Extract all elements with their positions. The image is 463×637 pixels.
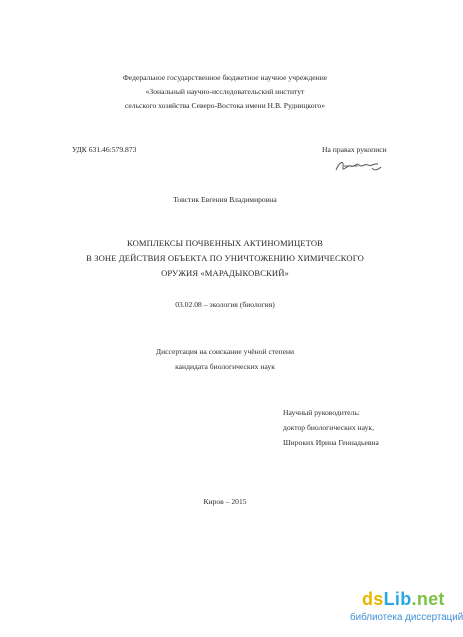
- watermark-subtitle: библиотека диссертаций: [350, 612, 463, 623]
- supervisor-title: доктор биологических наук,: [283, 423, 374, 432]
- degree-line-1: Диссертация на соискание учёной степени: [155, 347, 295, 356]
- manuscript-rights: На правах рукописи: [322, 145, 387, 154]
- institution-line-1: Федеральное государственное бюджетное научное учреждение: [122, 73, 328, 82]
- logo-text: dsLib.net: [362, 589, 445, 609]
- supervisor-label: Научный руководитель:: [283, 408, 360, 417]
- institution-line-2: «Зональный научно-исследовательский институт: [145, 87, 305, 96]
- supervisor-name: Широких Ирина Геннадьевна: [283, 438, 379, 447]
- title-line-2: В ЗОНЕ ДЕЙСТВИЯ ОБЪЕКТА ПО УНИЧТОЖЕНИЮ ХИМИЧЕСКОГО: [86, 253, 364, 263]
- title-line-1: КОМПЛЕКСЫ ПОЧВЕННЫХ АКТИНОМИЦЕТОВ: [126, 238, 324, 248]
- institution-line-3: сельского хозяйства Северо-Востока имени Н.В. Рудницкого»: [124, 101, 326, 110]
- specialty: 03.02.08 – экология (биология): [175, 300, 275, 309]
- watermark-logo[interactable]: [346, 588, 463, 632]
- signature: [334, 155, 384, 177]
- udk-code: УДК 631.46:579.873: [72, 145, 137, 154]
- author-name: Товстик Евгения Владимировна: [173, 195, 277, 204]
- degree-line-2: кандидата биологических наук: [175, 362, 275, 371]
- place-year: Киров – 2015: [203, 497, 247, 506]
- title-line-3: ОРУЖИЯ «МАРАДЫКОВСКИЙ»: [161, 268, 289, 278]
